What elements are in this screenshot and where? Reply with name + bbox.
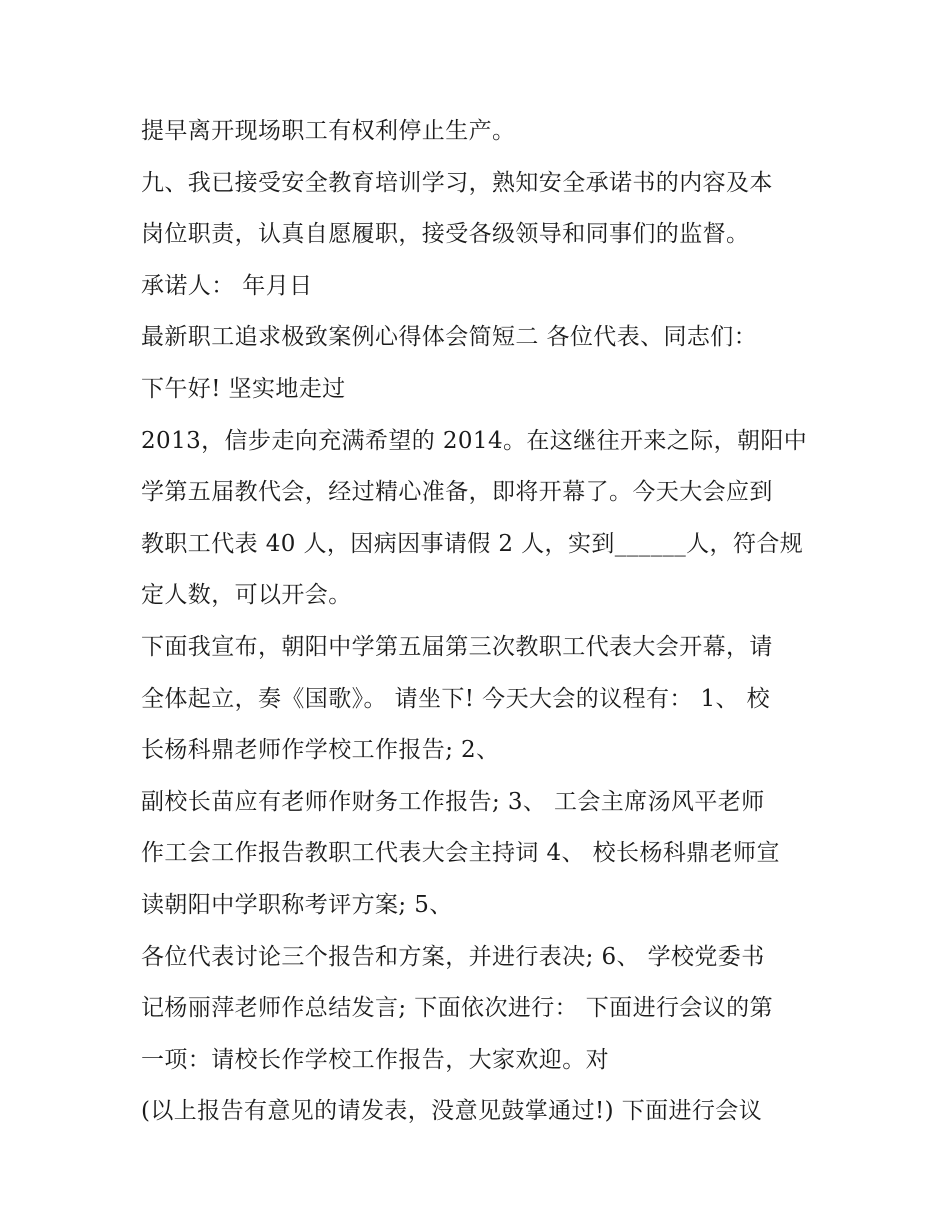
text-line: 一项：请校长作学校工作报告，大家欢迎。对 <box>141 1046 609 1073</box>
text-line: 学第五届教代会，经过精心准备，即将开幕了。今天大会应到 <box>141 479 773 506</box>
text-line: (以上报告有意见的请发表，没意见鼓掌通过!) 下面进行会议 <box>141 1098 763 1125</box>
text-line: 定人数，可以开会。 <box>141 582 352 609</box>
text-line: 下午好! 坚实地走过 <box>141 375 346 402</box>
text-line: 2013，信步走向充满希望的 2014。在这继往开来之际，朝阳中 <box>141 427 808 454</box>
text-line: 教职工代表 40 人，因病因事请假 2 人，实到______人，符合规 <box>141 530 804 557</box>
text-line: 九、我已接受安全教育培训学习，熟知安全承诺书的内容及本 <box>141 169 773 196</box>
text-line: 提早离开现场职工有权利停止生产。 <box>141 118 516 144</box>
text-line: 全体起立，奏《国歌》。 请坐下! 今天大会的议程有： 1、 校 <box>141 685 771 712</box>
text-line: 副校长苗应有老师作财务工作报告; 3、 工会主席汤风平老师 <box>141 788 765 815</box>
text-line: 各位代表讨论三个报告和方案，并进行表决; 6、 学校党委书 <box>141 943 765 970</box>
text-line: 长杨科鼎老师作学校工作报告; 2、 <box>141 737 500 764</box>
text-line: 下面我宣布，朝阳中学第五届第三次教职工代表大会开幕，请 <box>141 633 773 660</box>
text-line: 读朝阳中学职称考评方案; 5、 <box>141 891 453 918</box>
text-line: 记杨丽萍老师作总结发言; 下面依次进行： 下面进行会议的第 <box>141 995 773 1022</box>
text-line: 最新职工追求极致案例心得体会简短二 各位代表、同志们： <box>141 324 758 351</box>
text-line: 作工会工作报告教职工代表大会主持词 4、 校长杨科鼎老师宣 <box>141 840 780 867</box>
document-body <box>141 106 821 1138</box>
text-line: 岗位职责，认真自愿履职，接受各级领导和同事们的监督。 <box>141 221 750 248</box>
text-line: 承诺人： 年月日 <box>141 272 313 299</box>
